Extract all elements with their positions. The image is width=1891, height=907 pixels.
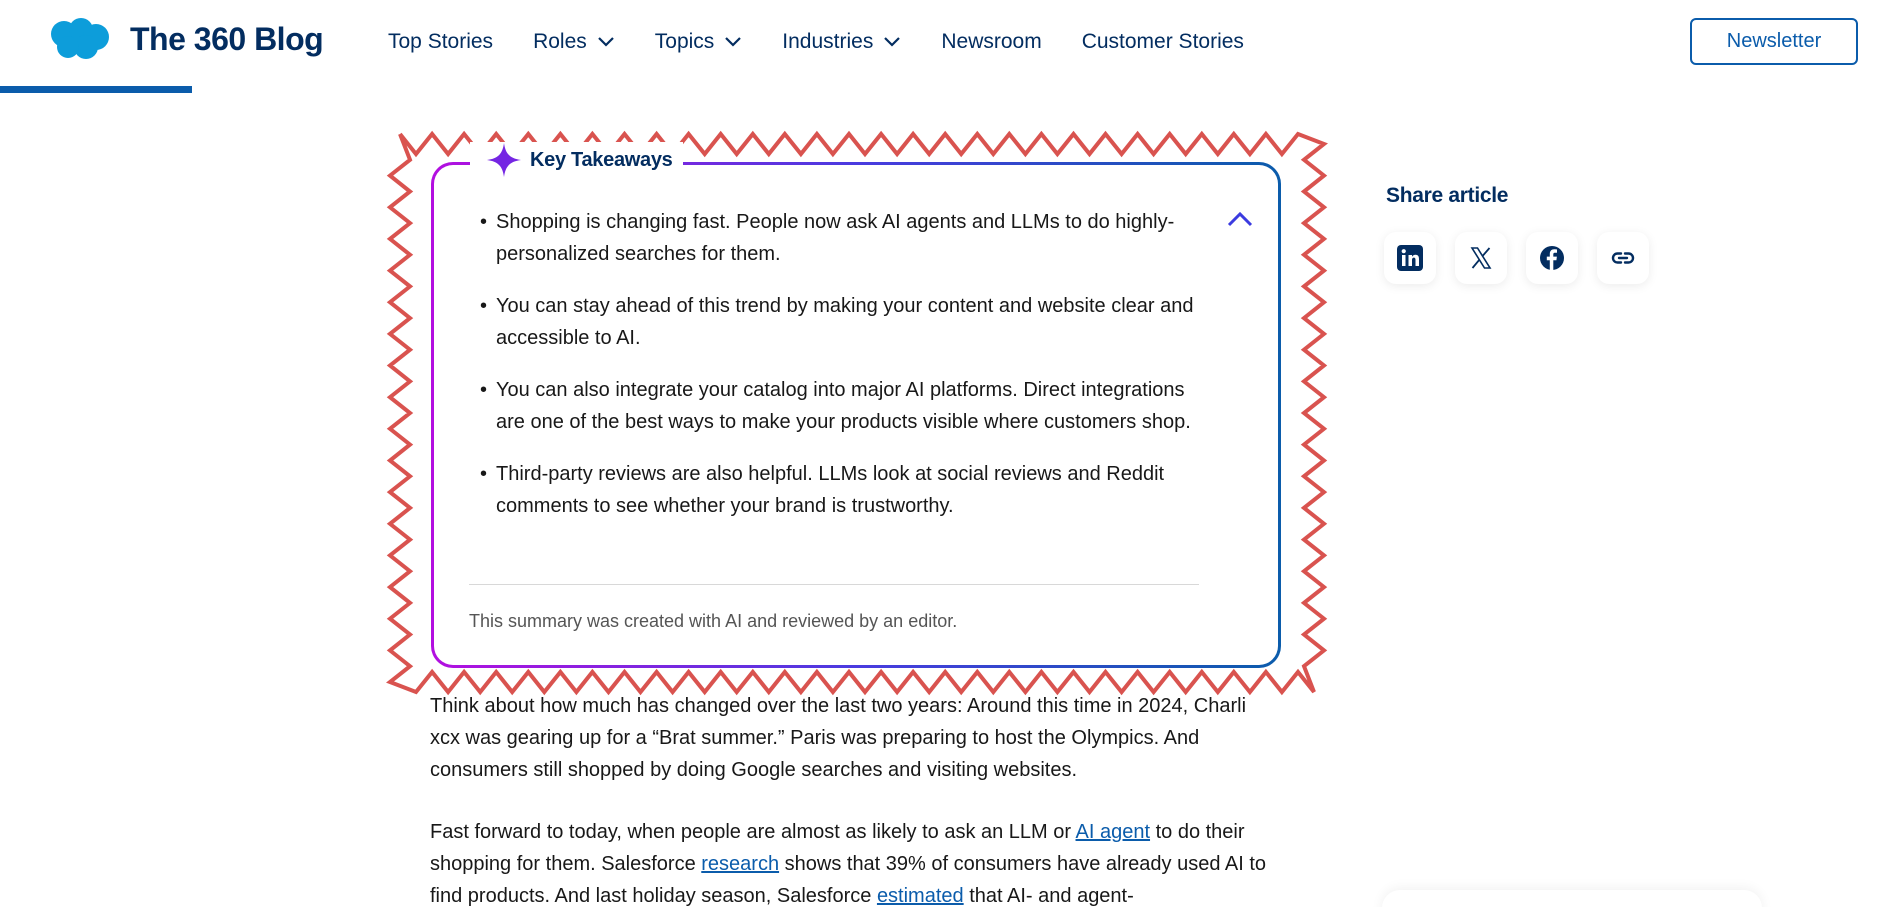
article-body [430,690,1280,907]
nav-label: Roles [533,30,587,53]
chevron-down-icon [724,36,742,48]
chevron-up-icon[interactable] [1225,208,1255,230]
article-paragraph: Think about how much has changed over the last two years: Around this time in 2024, Charli xcx was gearing up for a “Brat summer.” Paris was preparing to host the Olympics. And consumers still shopped by doing Google searches and visiting websites. [430,695,1247,781]
text-run: Fast forward to today, when people are almost as likely to ask an LLM or [430,821,1076,843]
ai-agent-link[interactable]: AI agent [1075,821,1151,843]
site-logo[interactable] [48,18,323,60]
main-nav [388,30,1284,54]
nav-customer-stories[interactable] [1082,30,1244,54]
divider [469,584,1199,585]
list-item: • Shopping is changing fast. People now ask AI agents and LLMs to do highly-personalized searches for them. [480,206,1200,270]
salesforce-cloud-icon [48,18,110,60]
text-run: to do their shopping for them. Salesforce [430,821,1245,875]
linkedin-icon [1396,244,1424,272]
research-link[interactable]: research [701,853,780,875]
link-icon [1609,244,1637,272]
sparkle-icon [486,142,522,178]
nav-newsroom[interactable] [941,30,1041,54]
key-takeaways-list [480,206,1200,542]
chevron-down-icon [883,36,901,48]
key-takeaways-title: Key Takeaways [530,148,673,171]
nav-roles[interactable] [533,30,615,54]
article-paragraph [430,816,1280,907]
text-run: that AI- and agent- [963,885,1134,907]
key-takeaways-header [470,142,683,178]
list-item: • You can also integrate your catalog into major AI platforms. Direct integrations are one of the best ways to make your products visible where customers shop. [480,374,1200,438]
brand-title: The 360 Blog [130,20,324,57]
share-facebook-button[interactable] [1526,232,1578,284]
x-icon [1467,244,1495,272]
reading-progress-bar [0,86,192,93]
sidebar-card [1382,890,1762,907]
share-linkedin-button[interactable] [1384,232,1436,284]
share-buttons [1384,232,1668,284]
newsletter-button[interactable]: Newsletter [1690,18,1858,65]
nav-topics[interactable] [655,30,743,54]
nav-label: Customer Stories [1081,30,1244,53]
list-item: • You can stay ahead of this trend by making your content and website clear and accessible to AI. [480,290,1200,354]
nav-label: Newsroom [941,30,1042,53]
nav-label: Top Stories [388,30,494,53]
chevron-down-icon [597,36,615,48]
site-header [0,0,1891,92]
nav-label: Industries [782,30,874,53]
ai-summary-note: This summary was created with AI and reviewed by an editor. [469,611,958,631]
text-run: shows that 39% of consumers have already used AI to find products. And last holiday season, Salesforce [430,853,1267,907]
nav-label: Topics [654,30,715,53]
facebook-icon [1538,244,1566,272]
nav-top-stories[interactable] [388,30,493,54]
estimated-link[interactable]: estimated [876,885,964,907]
copy-link-button[interactable] [1597,232,1649,284]
share-x-button[interactable] [1455,232,1507,284]
list-item: • Third-party reviews are also helpful. LLMs look at social reviews and Reddit comments to see whether your brand is trustworthy. [480,458,1200,522]
share-article-title: Share article [1386,184,1509,207]
nav-industries[interactable] [782,30,901,54]
